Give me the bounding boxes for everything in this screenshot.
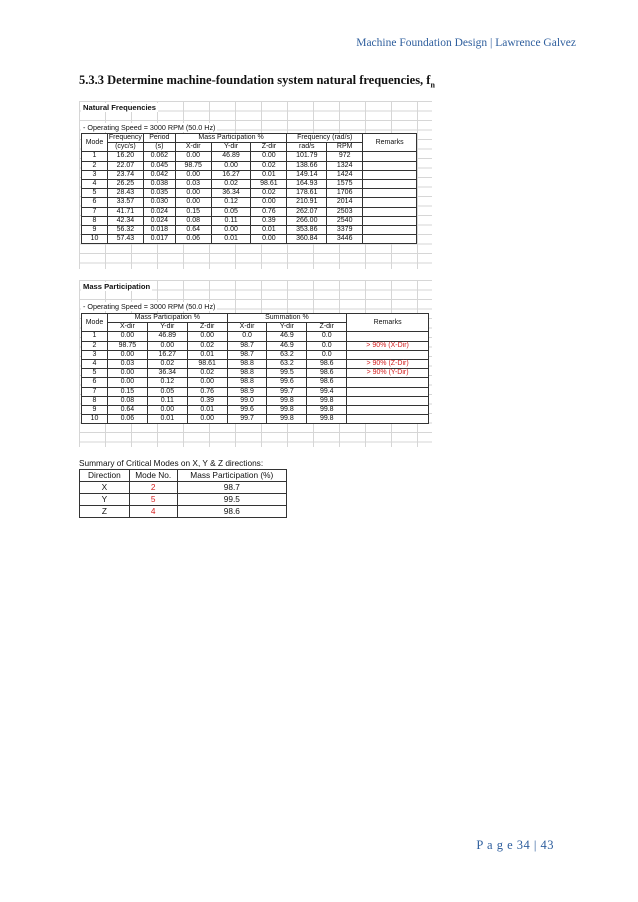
table-cell: 0.00 (211, 226, 251, 235)
table-cell: 99.8 (267, 415, 307, 424)
table-cell: 28.43 (107, 189, 143, 198)
table-cell: 1706 (327, 189, 363, 198)
table-cell: 3446 (327, 235, 363, 244)
table-cell: 10 (82, 235, 108, 244)
table-cell: 1575 (327, 180, 363, 189)
table-cell: 98.8 (227, 378, 267, 387)
table-cell: 0.00 (251, 152, 287, 161)
table-cell: 98.75 (107, 341, 147, 350)
summary-row (80, 482, 287, 494)
table-cell: 0.03 (175, 180, 211, 189)
table-row (82, 189, 417, 198)
table-cell: 210.91 (287, 198, 327, 207)
table-cell: 22.07 (107, 161, 143, 170)
table-cell: 6 (82, 198, 108, 207)
table-cell: 98.61 (251, 180, 287, 189)
table-cell: 98.9 (227, 387, 267, 396)
table-row (82, 387, 429, 396)
section-heading-text: 5.3.3 Determine machine-foundation system natural frequencies, f (79, 73, 431, 87)
table-cell: 0.00 (107, 350, 147, 359)
table-cell: 0.0 (307, 341, 347, 350)
table-cell: 98.7 (227, 350, 267, 359)
table-cell: 0.05 (147, 387, 187, 396)
table-cell: 0.64 (107, 406, 147, 415)
table-cell: 0.00 (187, 378, 227, 387)
natural-frequencies-sheet (79, 101, 432, 269)
remark-cell: > 90% (Z-Dir) (347, 360, 429, 369)
summary-table (79, 469, 287, 518)
table-cell: 0.00 (175, 198, 211, 207)
col-sum-xdir: X-dir (227, 323, 267, 332)
natural-frequencies-table (81, 133, 417, 244)
table-cell: 0.02 (147, 360, 187, 369)
table-cell: 0.062 (143, 152, 175, 161)
table-cell: 99.6 (267, 378, 307, 387)
table-cell: 99.7 (227, 415, 267, 424)
table-cell: 0.042 (143, 170, 175, 179)
table-cell: 10 (82, 415, 108, 424)
table-cell: 33.57 (107, 198, 143, 207)
table-cell: 0.00 (107, 332, 147, 341)
table-cell: 99.8 (307, 396, 347, 405)
table-cell: 360.84 (287, 235, 327, 244)
table-cell: 0.06 (107, 415, 147, 424)
col-mode-no: Mode No. (129, 470, 177, 482)
natural-frequencies-title: Natural Frequencies (83, 103, 157, 112)
table-cell: 98.8 (227, 360, 267, 369)
table-cell: 262.07 (287, 207, 327, 216)
table-cell: 0.024 (143, 207, 175, 216)
table-cell: 0.06 (175, 235, 211, 244)
table-cell: 0.08 (175, 216, 211, 225)
table-row (82, 161, 417, 170)
col-sum-zdir: Z-dir (307, 323, 347, 332)
table-cell: 46.89 (211, 152, 251, 161)
table-row (82, 369, 429, 378)
col-mass-participation: Mass Participation % (175, 134, 287, 143)
table-cell: 7 (82, 387, 108, 396)
table-cell: 26.25 (107, 180, 143, 189)
table-cell: 46.9 (267, 341, 307, 350)
col-frequency-rads: Frequency (rad/s) (287, 134, 363, 143)
table-cell: 0.76 (187, 387, 227, 396)
table-cell: 98.7 (227, 341, 267, 350)
table-cell: 99.8 (267, 406, 307, 415)
table-cell: 0.02 (211, 180, 251, 189)
table-cell: 98.6 (307, 360, 347, 369)
table-cell: 164.93 (287, 180, 327, 189)
table-cell: 0.00 (147, 406, 187, 415)
remark-cell (363, 170, 417, 179)
table-cell: 41.71 (107, 207, 143, 216)
table-cell: 0.0 (307, 350, 347, 359)
table-cell: 0.045 (143, 161, 175, 170)
table-cell: 0.02 (187, 341, 227, 350)
page-header: Machine Foundation Design | Lawrence Galvez (356, 37, 576, 49)
operating-speed-label: - Operating Speed = 3000 RPM (50.0 Hz) (83, 123, 216, 132)
summary-mass: 98.6 (177, 506, 286, 518)
table-cell: 353.86 (287, 226, 327, 235)
remark-cell (363, 198, 417, 207)
col-summary-mass: Mass Participation (%) (177, 470, 286, 482)
mass-participation-title: Mass Participation (83, 282, 151, 291)
table-cell: 0.00 (175, 189, 211, 198)
col-ydir: Y-dir (147, 323, 187, 332)
table-cell: 99.0 (227, 396, 267, 405)
remark-cell (363, 226, 417, 235)
table-cell: 0.00 (175, 152, 211, 161)
table-cell: 972 (327, 152, 363, 161)
col-xdir: X-dir (107, 323, 147, 332)
section-heading (79, 73, 435, 90)
table-cell: 0.00 (211, 161, 251, 170)
table-cell: 0.39 (187, 396, 227, 405)
table-cell: 3379 (327, 226, 363, 235)
remark-cell: > 90% (Y-Dir) (347, 369, 429, 378)
summary-mode: 2 (129, 482, 177, 494)
table-cell: 138.66 (287, 161, 327, 170)
table-cell: 57.43 (107, 235, 143, 244)
remark-cell (347, 415, 429, 424)
table-cell: 101.79 (287, 152, 327, 161)
table-cell: 0.76 (251, 207, 287, 216)
table-cell: 0.64 (175, 226, 211, 235)
table-cell: 0.01 (187, 350, 227, 359)
table-cell: 0.01 (211, 235, 251, 244)
table-row (82, 226, 417, 235)
table-cell: 46.89 (147, 332, 187, 341)
table-cell: 1 (82, 152, 108, 161)
table-row (82, 341, 429, 350)
col-mass-participation: Mass Participation % (107, 314, 227, 323)
remark-cell (347, 396, 429, 405)
col-remarks: Remarks (347, 314, 429, 332)
col-s: (s) (143, 143, 175, 152)
mass-participation-body (82, 332, 429, 424)
col-zdir: Z-dir (187, 323, 227, 332)
table-row (82, 396, 429, 405)
table-cell: 23.74 (107, 170, 143, 179)
table-cell: 16.27 (211, 170, 251, 179)
remark-cell (363, 180, 417, 189)
table-cell: 98.6 (307, 369, 347, 378)
table-cell: 98.61 (187, 360, 227, 369)
table-cell: 0.15 (107, 387, 147, 396)
summary-mass: 99.5 (177, 494, 286, 506)
table-row (82, 216, 417, 225)
table-cell: 0.00 (107, 378, 147, 387)
table-cell: 99.6 (227, 406, 267, 415)
table-cell: 2540 (327, 216, 363, 225)
table-cell: 2 (82, 341, 108, 350)
table-cell: 0.017 (143, 235, 175, 244)
col-xdir: X-dir (175, 143, 211, 152)
table-cell: 0.035 (143, 189, 175, 198)
table-cell: 0.00 (187, 415, 227, 424)
table-cell: 2503 (327, 207, 363, 216)
mass-participation-sheet (79, 280, 432, 447)
col-sum-ydir: Y-dir (267, 323, 307, 332)
col-summation: Summation % (227, 314, 347, 323)
table-cell: 16.27 (147, 350, 187, 359)
table-row (82, 360, 429, 369)
table-cell: 0.00 (251, 198, 287, 207)
summary-direction: X (80, 482, 130, 494)
table-cell: 63.2 (267, 360, 307, 369)
table-cell: 0.03 (107, 360, 147, 369)
remark-cell (347, 378, 429, 387)
table-cell: 0.00 (187, 332, 227, 341)
col-period: Period (143, 134, 175, 143)
table-cell: 0.018 (143, 226, 175, 235)
table-row (82, 207, 417, 216)
table-cell: 0.038 (143, 180, 175, 189)
table-cell: 7 (82, 207, 108, 216)
table-cell: 99.8 (267, 396, 307, 405)
table-cell: 0.00 (251, 235, 287, 244)
table-row (82, 332, 429, 341)
remark-cell (363, 152, 417, 161)
table-cell: 0.01 (147, 415, 187, 424)
summary-title: Summary of Critical Modes on X, Y & Z directions: (79, 458, 264, 468)
col-ydir: Y-dir (211, 143, 251, 152)
remark-cell: > 90% (X-Dir) (347, 341, 429, 350)
table-cell: 8 (82, 396, 108, 405)
table-cell: 8 (82, 216, 108, 225)
table-cell: 149.14 (287, 170, 327, 179)
remark-cell (363, 161, 417, 170)
table-row (82, 378, 429, 387)
table-cell: 5 (82, 369, 108, 378)
table-cell: 0.11 (147, 396, 187, 405)
col-mode: Mode (82, 314, 108, 332)
table-cell: 0.00 (107, 369, 147, 378)
summary-mass: 98.7 (177, 482, 286, 494)
table-row (82, 415, 429, 424)
col-direction: Direction (80, 470, 130, 482)
col-rpm: RPM (327, 143, 363, 152)
col-mode: Mode (82, 134, 108, 152)
table-cell: 6 (82, 378, 108, 387)
critical-modes-summary (79, 458, 289, 518)
table-cell: 36.34 (211, 189, 251, 198)
summary-mode: 5 (129, 494, 177, 506)
table-cell: 9 (82, 226, 108, 235)
table-row (82, 152, 417, 161)
table-row (82, 406, 429, 415)
table-cell: 4 (82, 180, 108, 189)
table-cell: 0.12 (147, 378, 187, 387)
col-remarks: Remarks (363, 134, 417, 152)
remark-cell (347, 332, 429, 341)
table-cell: 0.030 (143, 198, 175, 207)
remark-cell (347, 387, 429, 396)
remark-cell (347, 350, 429, 359)
table-cell: 0.0 (307, 332, 347, 341)
table-row (82, 350, 429, 359)
table-cell: 56.32 (107, 226, 143, 235)
table-cell: 1424 (327, 170, 363, 179)
remark-cell (363, 207, 417, 216)
table-cell: 0.11 (211, 216, 251, 225)
page-footer: P a g e 34 | 43 (476, 838, 554, 852)
table-cell: 3 (82, 170, 108, 179)
table-cell: 0.01 (251, 226, 287, 235)
table-cell: 99.8 (307, 406, 347, 415)
table-cell: 9 (82, 406, 108, 415)
table-cell: 266.00 (287, 216, 327, 225)
natural-frequencies-body (82, 152, 417, 244)
table-cell: 98.8 (227, 369, 267, 378)
summary-row (80, 506, 287, 518)
remark-cell (363, 216, 417, 225)
table-cell: 0.0 (227, 332, 267, 341)
table-cell: 0.15 (175, 207, 211, 216)
table-cell: 46.9 (267, 332, 307, 341)
col-cycs: (cyc/s) (107, 143, 143, 152)
table-cell: 0.02 (251, 189, 287, 198)
table-cell: 2014 (327, 198, 363, 207)
remark-cell (363, 189, 417, 198)
col-frequency: Frequency (108, 134, 142, 141)
operating-speed-label-2: - Operating Speed = 3000 RPM (50.0 Hz) (83, 302, 216, 311)
table-cell: 0.08 (107, 396, 147, 405)
table-cell: 178.61 (287, 189, 327, 198)
col-rads: rad/s (287, 143, 327, 152)
mass-participation-table (81, 313, 429, 424)
table-cell: 0.02 (187, 369, 227, 378)
table-cell: 98.75 (175, 161, 211, 170)
table-cell: 5 (82, 189, 108, 198)
table-row (82, 198, 417, 207)
table-cell: 0.00 (175, 170, 211, 179)
summary-row (80, 494, 287, 506)
section-heading-subscript: n (430, 80, 435, 90)
table-row (82, 170, 417, 179)
summary-direction: Y (80, 494, 130, 506)
table-cell: 99.4 (307, 387, 347, 396)
table-cell: 0.05 (211, 207, 251, 216)
table-cell: 1 (82, 332, 108, 341)
table-cell: 98.6 (307, 378, 347, 387)
table-cell: 99.5 (267, 369, 307, 378)
remark-cell (347, 406, 429, 415)
table-cell: 0.12 (211, 198, 251, 207)
table-cell: 4 (82, 360, 108, 369)
remark-cell (363, 235, 417, 244)
col-zdir: Z-dir (251, 143, 287, 152)
table-cell: 63.2 (267, 350, 307, 359)
table-cell: 16.20 (107, 152, 143, 161)
table-row (82, 180, 417, 189)
table-cell: 0.39 (251, 216, 287, 225)
table-cell: 99.7 (267, 387, 307, 396)
table-cell: 0.01 (187, 406, 227, 415)
table-cell: 0.02 (251, 161, 287, 170)
table-cell: 42.34 (107, 216, 143, 225)
summary-direction: Z (80, 506, 130, 518)
table-cell: 0.00 (147, 341, 187, 350)
table-cell: 2 (82, 161, 108, 170)
table-cell: 1324 (327, 161, 363, 170)
table-cell: 3 (82, 350, 108, 359)
table-row (82, 235, 417, 244)
table-cell: 0.01 (251, 170, 287, 179)
summary-mode: 4 (129, 506, 177, 518)
table-cell: 0.024 (143, 216, 175, 225)
table-cell: 36.34 (147, 369, 187, 378)
table-cell: 99.8 (307, 415, 347, 424)
